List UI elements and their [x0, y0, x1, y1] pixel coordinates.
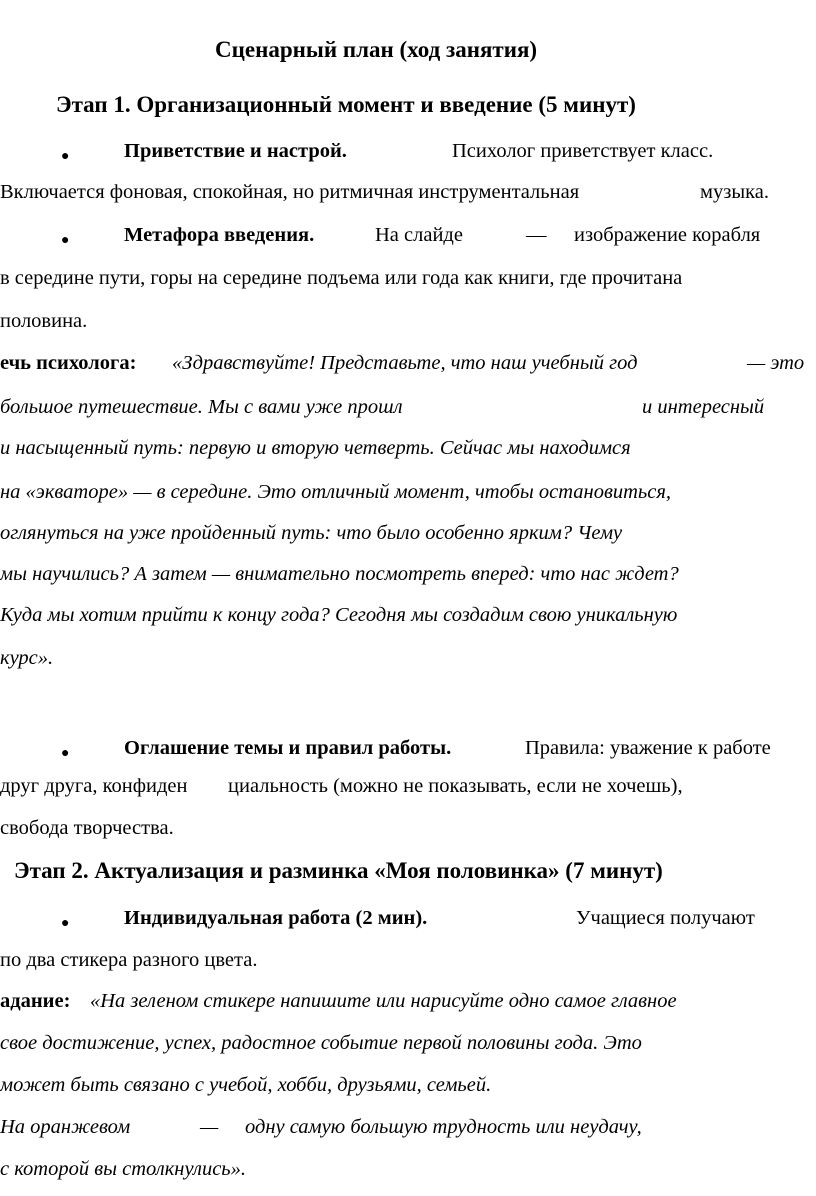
- speech-line8: курс».: [0, 647, 54, 669]
- metaphor-label: Метафора введения.: [124, 224, 315, 246]
- individual-label: Индивидуальная работа (2 мин).: [124, 907, 428, 929]
- metaphor-line3: половина.: [0, 310, 88, 332]
- task-line4-dash: —: [200, 1116, 219, 1138]
- stage2-heading: Этап 2. Актуализация и разминка «Моя половинка» (7 минут): [14, 858, 663, 883]
- greeting-line2b: музыка.: [700, 181, 769, 203]
- individual-line2: по два стикера разного цвета.: [0, 949, 258, 971]
- bullet-dot: ●: [61, 746, 70, 761]
- speech-line7: Куда мы хотим прийти к концу года? Сегодня мы создадим свою уникальную: [0, 604, 678, 626]
- greeting-text: Психолог приветствует класс.: [452, 140, 714, 162]
- rules-label: Оглашение темы и правил работы.: [124, 737, 452, 759]
- task-line1: «На зеленом стикере напишите или нарисуйте одно самое главное: [90, 990, 677, 1012]
- individual-text: Учащиеся получают: [576, 907, 755, 929]
- greeting-label: Приветствие и настрой.: [124, 140, 347, 162]
- metaphor-line2: в середине пути, горы на середине подъема или года как книги, где прочитана: [0, 267, 683, 289]
- task-line4b: одну самую большую трудность или неудачу,: [245, 1116, 642, 1138]
- speech-line5: оглянуться на уже пройденный путь: что было особенно ярким? Чему: [0, 522, 623, 544]
- speech-line4: на «экваторе» — в середине. Это отличный момент, чтобы остановиться,: [0, 481, 672, 503]
- speech-line6: мы научились? А затем — внимательно посмотреть вперед: что нас ждет?: [0, 563, 679, 585]
- bullet-dot: ●: [61, 149, 70, 164]
- metaphor-text-b: изображение корабля: [574, 224, 761, 246]
- rules-line2: друг друга, конфиден: [0, 775, 188, 797]
- task-line4: На оранжевом: [0, 1116, 131, 1138]
- stage1-heading: Этап 1. Организационный момент и введение (5 минут): [56, 92, 636, 117]
- speech-line3: и насыщенный путь: первую и вторую четверть. Сейчас мы находимся: [0, 437, 631, 459]
- metaphor-dash: —: [526, 224, 547, 246]
- speech-line1: «Здравствуйте! Представьте, что наш учебный год: [172, 352, 638, 374]
- speech-label: ечь психолога:: [0, 352, 137, 374]
- bullet-dot: ●: [61, 233, 70, 248]
- rules-text: Правила: уважение к работе: [525, 737, 771, 759]
- task-line5: с которой вы столкнулись».: [0, 1158, 246, 1180]
- page-title: Сценарный план (ход занятия): [215, 37, 538, 62]
- rules-line2b: циальность (можно не показывать, если не хочешь),: [228, 775, 683, 797]
- speech-line2b: и интересный: [642, 396, 765, 418]
- task-line3: может быть связано с учебой, хобби, друзьями, семьей.: [0, 1074, 492, 1096]
- speech-line1b: — это: [747, 352, 805, 374]
- task-label: адание:: [0, 990, 71, 1012]
- task-line2: свое достижение, успех, радостное событие первой половины года. Это: [0, 1032, 642, 1054]
- bullet-dot: ●: [61, 916, 70, 931]
- rules-line3: свобода творчества.: [0, 817, 174, 839]
- speech-line2: большое путешествие. Мы с вами уже прошл: [0, 396, 403, 418]
- metaphor-text: На слайде: [375, 224, 463, 246]
- greeting-line2: Включается фоновая, спокойная, но ритмичная инструментальная: [0, 181, 580, 203]
